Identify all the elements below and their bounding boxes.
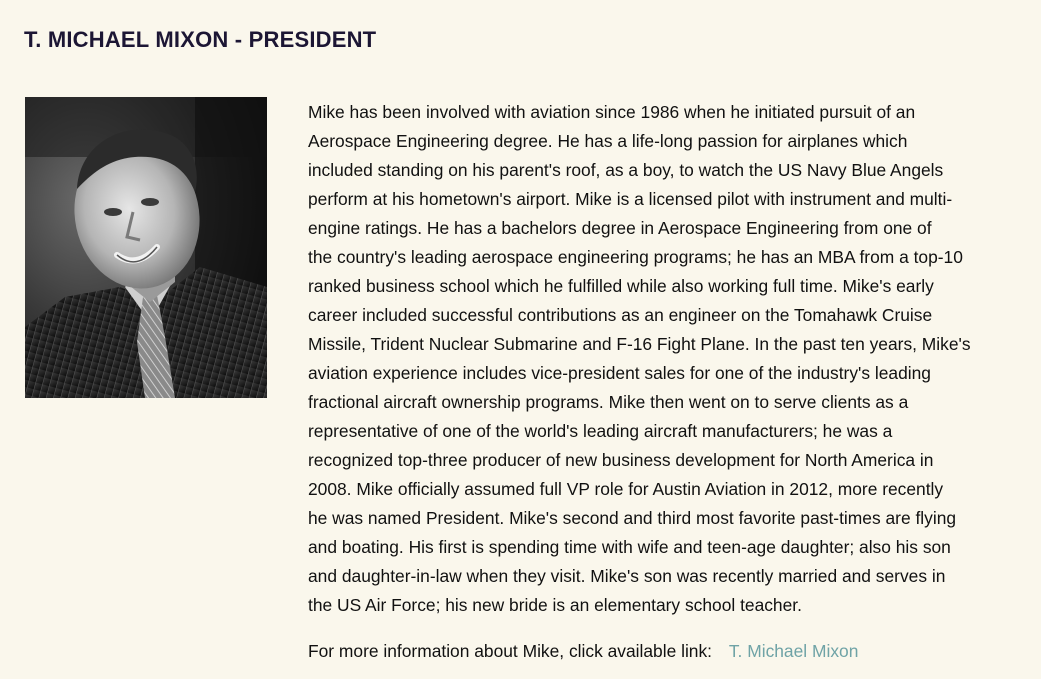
portrait-photo (25, 97, 267, 398)
bio-line: aviation experience includes vice-president sales for one of the industry's leading (308, 363, 931, 383)
person-photo-icon (25, 97, 267, 398)
bio-line: Mike has been involved with aviation since 1986 when he initiated pursuit of an (308, 102, 916, 122)
bio-line: fractional aircraft ownership programs. Mike then went on to serve clients as a (308, 392, 909, 412)
bio-line: perform at his hometown's airport. Mike is a licensed pilot with instrument and multi- (308, 189, 953, 209)
bio-line: Missile, Trident Nuclear Submarine and F-16 Fight Plane. In the past ten years, Mike's (308, 334, 971, 354)
profile-link[interactable]: T. Michael Mixon (728, 641, 859, 661)
bio-line: Aerospace Engineering degree. He has a life-long passion for airplanes which (308, 131, 908, 151)
page-title: T. MICHAEL MIXON - PRESIDENT (24, 27, 377, 52)
bio-line: ranked business school which he fulfilled while also working full time. Mike's early (308, 276, 934, 296)
bio-line: the country's leading aerospace engineering programs; he has an MBA from a top-10 (308, 247, 963, 267)
bio-line: 2008. Mike officially assumed full VP role for Austin Aviation in 2012, more recently (308, 479, 944, 499)
bio-line: recognized top-three producer of new business development for North America in (308, 450, 934, 470)
bio-line: career included successful contributions as an engineer on the Tomahawk Cruise (308, 305, 933, 325)
bio-line: the US Air Force; his new bride is an elementary school teacher. (308, 595, 802, 615)
bio-line: representative of one of the world's leading aircraft manufacturers; he was a (308, 421, 893, 441)
bio-line: he was named President. Mike's second and third most favorite past-times are flying (308, 508, 957, 528)
more-info-text: For more information about Mike, click available link: (308, 641, 713, 661)
bio-text (308, 98, 1026, 620)
more-info-paragraph (308, 637, 858, 666)
bio-line: engine ratings. He has a bachelors degree in Aerospace Engineering from one of (308, 218, 932, 238)
bio-line: and daughter-in-law when they visit. Mike's son was recently married and serves in (308, 566, 946, 586)
bio-line: included standing on his parent's roof, as a boy, to watch the US Navy Blue Angels (308, 160, 944, 180)
bio-line: and boating. His first is spending time with wife and teen-age daughter; also his son (308, 537, 951, 557)
